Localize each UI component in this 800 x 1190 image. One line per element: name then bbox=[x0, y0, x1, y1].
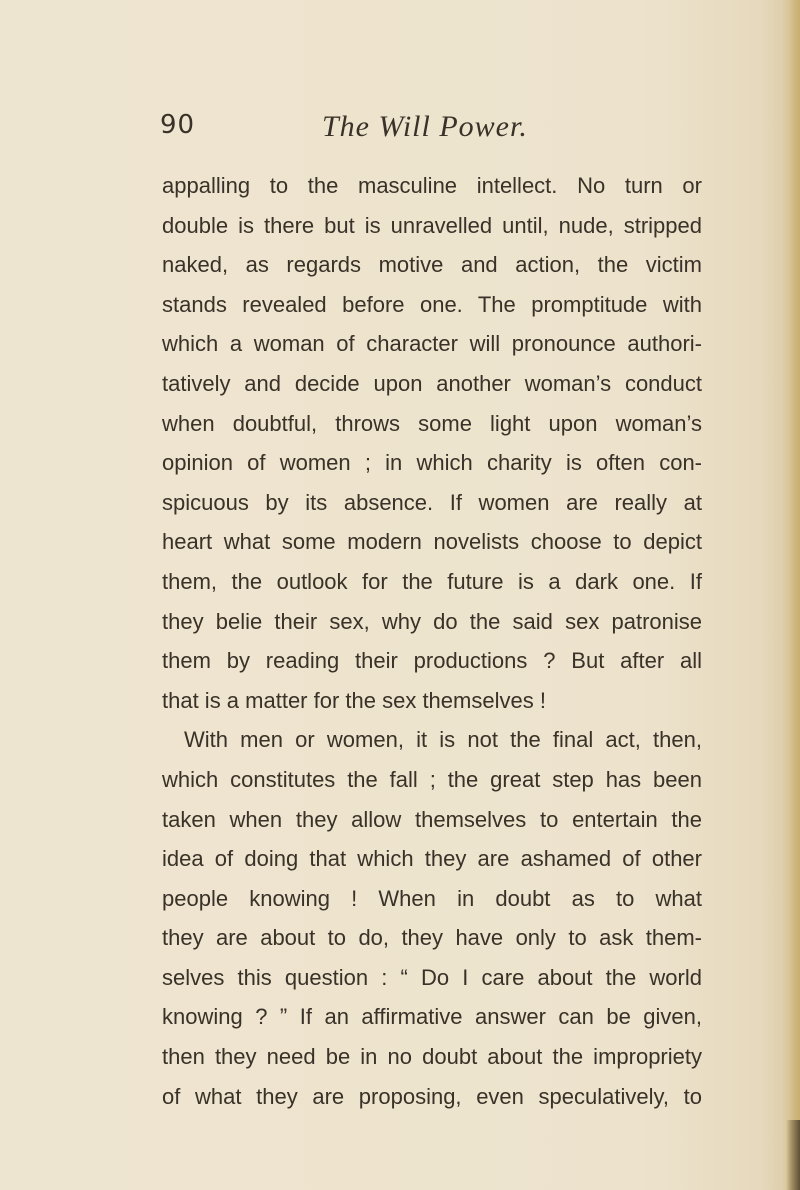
text-line: knowing ? ” If an affirmative answer can be given, bbox=[162, 1004, 702, 1030]
text-line: they are about to do, they have only to ask them- bbox=[162, 925, 702, 951]
text-line: when doubtful, throws some light upon woman’s bbox=[162, 410, 702, 436]
text-line: they belie their sex, why do the said sex patronise bbox=[162, 608, 702, 634]
page-header bbox=[160, 110, 700, 150]
text-line: them, the outlook for the future is a dark one. If bbox=[162, 568, 702, 594]
text-line: which a woman of character will pronounce authori- bbox=[162, 331, 702, 357]
text-line: With men or women, it is not the final act, then, bbox=[184, 727, 702, 753]
text-line: that is a matter for the sex themselves ! bbox=[162, 687, 546, 713]
running-title: The Will Power. bbox=[322, 110, 528, 143]
text-line: appalling to the masculine intellect. No turn or bbox=[162, 173, 702, 198]
text-line: spicuous by its absence. If women are really at bbox=[162, 489, 702, 515]
text-line: double is there but is unravelled until, nude, stripped bbox=[162, 212, 702, 238]
text-line: stands revealed before one. The promptitude with bbox=[162, 291, 702, 317]
text-line: them by reading their productions ? But after all bbox=[162, 648, 702, 674]
text-line: of what they are proposing, even speculatively, to bbox=[162, 1083, 702, 1109]
page-corner-shadow bbox=[786, 1120, 800, 1190]
body-text bbox=[162, 166, 702, 1116]
text-line: tatively and decide upon another woman’s conduct bbox=[162, 370, 702, 396]
text-line: people knowing ! When in doubt as to what bbox=[162, 885, 702, 911]
page-number: 90 bbox=[160, 110, 196, 140]
text-line: opinion of women ; in which charity is often con- bbox=[162, 450, 702, 476]
text-line: selves this question : “ Do I care about the world bbox=[162, 964, 702, 990]
text-line: heart what some modern novelists choose to depict bbox=[162, 529, 702, 555]
text-line: naked, as regards motive and action, the victim bbox=[162, 252, 702, 278]
page-edge-shadow bbox=[782, 0, 800, 1190]
text-line: taken when they allow themselves to entertain the bbox=[162, 806, 702, 832]
text-line: which constitutes the fall ; the great step has been bbox=[162, 766, 702, 792]
text-line: then they need be in no doubt about the impropriety bbox=[162, 1044, 702, 1070]
text-line: idea of doing that which they are ashamed of other bbox=[162, 846, 702, 872]
